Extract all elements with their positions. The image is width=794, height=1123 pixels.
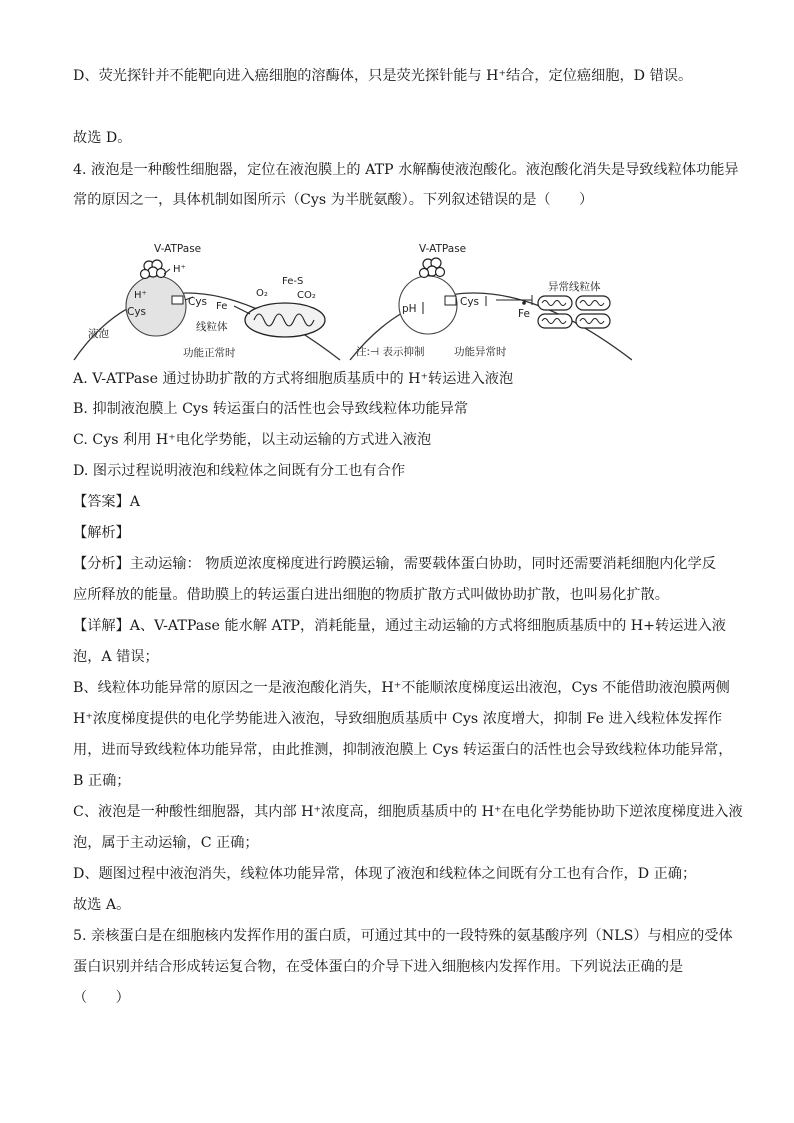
diagram-note: 注:⊣ 表示抑制 <box>356 346 425 358</box>
detail-text: C、液泡是一种酸性细胞器，其内部 H⁺浓度高，细胞质基质中的 H⁺在电化学势能协助下逆浓度梯度进入液 <box>73 804 743 820</box>
option-b: B. 抑制液泡膜上 Cys 转运蛋白的活性也会导致线粒体功能异常 <box>73 401 469 417</box>
detail-text: 用，进而导致线粒体功能异常，由此推测，抑制液泡膜上 Cys 转运蛋白的活性也会导致线粒体功能异常， <box>73 742 733 758</box>
label-fe: Fe <box>216 301 228 312</box>
mitochondrion-icon <box>245 303 325 337</box>
label-mitochondria: 线粒体 <box>196 321 228 333</box>
detail-text: D、题图过程中液泡消失，线粒体功能异常，体现了液泡和线粒体之间既有分工也有合作，D 正确； <box>73 866 697 882</box>
caption-abnormal: 功能异常时 <box>454 346 507 358</box>
answer-line: 【答案】A <box>73 494 140 510</box>
analysis-heading: 【解析】 <box>73 525 130 541</box>
analysis-text: 【分析】主动运输： 物质逆浓度梯度进行跨膜运输，需要载体蛋白协助，同时还需要消耗细胞内化学反 <box>73 556 716 572</box>
label-cys-in: Cys <box>127 306 147 318</box>
label-fe-right: Fe <box>518 308 530 320</box>
label-h-in: H⁺ <box>134 290 147 301</box>
caption-normal: 功能正常时 <box>183 347 236 359</box>
detail-text: 【详解】A、V-ATPase 能水解 ATP，消耗能量，通过主动运输的方式将细胞质基质中的 H+转运进入液 <box>73 618 726 634</box>
v-atpase-icon <box>420 258 445 278</box>
detail-text: 故选 A。 <box>73 897 131 913</box>
question-4-stem: 4. 液泡是一种酸性细胞器，定位在液泡膜上的 ATP 水解酶使液泡酸化。液泡酸化消失是导致线粒体功能异 <box>73 162 739 178</box>
detail-text: 泡，属于主动运输，C 正确； <box>73 835 259 851</box>
label-vatpase: V-ATPase <box>154 243 202 255</box>
option-d: D. 图示过程说明液泡和线粒体之间既有分工也有合作 <box>73 463 406 479</box>
abnormal-mitochondria-icon <box>538 296 610 328</box>
label-ph: pH <box>402 303 417 315</box>
option-a: A. V-ATPase 通过协助扩散的方式将细胞质基质中的 H⁺转运进入液泡 <box>73 371 514 387</box>
v-atpase-icon <box>141 260 166 279</box>
option-c: C. Cys 利用 H⁺电化学势能，以主动运输的方式进入液泡 <box>73 432 432 448</box>
detail-text: B 正确； <box>73 773 131 789</box>
detail-text: B、线粒体功能异常的原因之一是液泡酸化消失，H⁺不能顺浓度梯度运出液泡，Cys 不能借助液泡膜两侧 <box>73 680 730 696</box>
normal-cell-panel <box>74 243 340 360</box>
label-fes: Fe-S <box>282 276 304 287</box>
question-5-stem: 蛋白识别并结合形成转运复合物，在受体蛋白的介导下进入细胞核内发挥作用。下列说法正确的是 <box>73 959 684 975</box>
detail-text: H⁺浓度梯度提供的电化学势能进入液泡，导致细胞质基质中 Cys 浓度增大，抑制 Fe 进入线粒体发挥作 <box>73 711 723 727</box>
question-5-stem: 5. 亲核蛋白是在细胞核内发挥作用的蛋白质，可通过其中的一段特殊的氨基酸序列（NLS）与相应的受体 <box>73 928 733 944</box>
label-abnormal-mito: 异常线粒体 <box>548 281 601 293</box>
label-co2: CO₂ <box>297 290 316 301</box>
label-cys-right: Cys <box>460 296 480 308</box>
label-vacuole: 液泡 <box>88 328 109 340</box>
cys-transporter-icon <box>172 296 183 304</box>
analysis-text: 应所释放的能量。借助膜上的转运蛋白进出细胞的物质扩散方式叫做协助扩散，也叫易化扩散。 <box>73 587 669 603</box>
fe-dot-icon <box>522 301 526 305</box>
question-4-stem: 常的原因之一，具体机制如图所示（Cys 为半胱氨酸）。下列叙述错误的是（ ） <box>73 192 594 208</box>
inhibit-symbol-icon <box>496 295 532 305</box>
label-o2: O₂ <box>256 288 268 299</box>
label-h-out: H⁺ <box>173 264 186 275</box>
question-5-stem: （ ） <box>73 990 130 1006</box>
vacuole-mitochondria-diagram <box>72 234 632 362</box>
label-cys-out: Cys <box>188 296 208 308</box>
abnormal-cell-panel <box>350 243 632 360</box>
arrow-fe-left <box>234 306 250 314</box>
text-line: 故选 D。 <box>73 130 132 146</box>
detail-text: 泡，A 错误； <box>73 649 159 665</box>
text-line: D、荧光探针并不能靶向进入癌细胞的溶酶体，只是荧光探针能与 H⁺结合，定位癌细胞，D 错误。 <box>73 68 693 84</box>
label-vatpase-right: V-ATPase <box>419 243 467 255</box>
cys-transporter-icon <box>445 296 456 305</box>
